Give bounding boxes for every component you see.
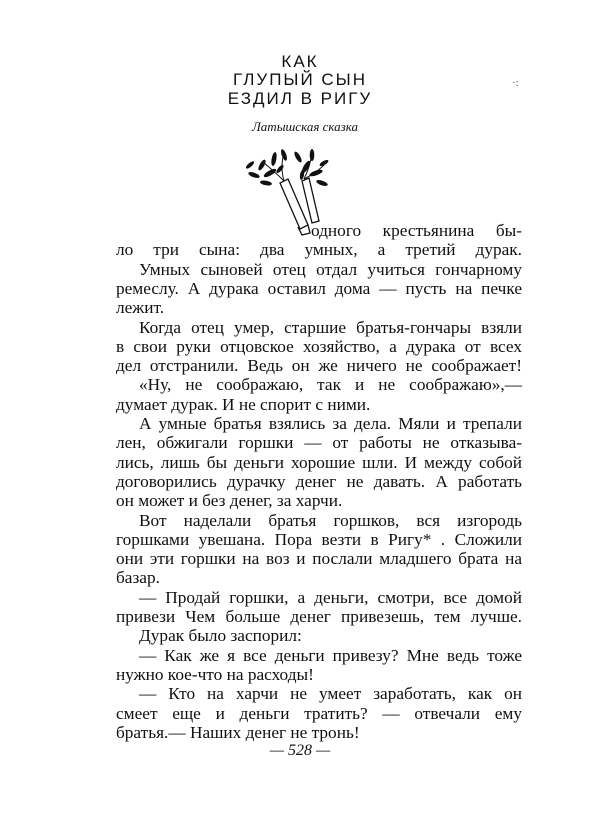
text-line-2: ло три сына: два умных, а третий дурак.	[116, 240, 522, 260]
subtitle: Латышская сказка	[252, 119, 358, 134]
print-speck: ·:	[512, 77, 519, 89]
text-line-8: дел отстранили. Ведь он же ничего не соображает!	[116, 356, 522, 376]
text-line-11: А умные братья взялись за дела. Мяли и трепали	[139, 414, 522, 433]
text-line-3: Умных сыновей отец отдал учиться гончарному	[139, 259, 522, 279]
text-line-25: — Кто на харчи не умеет заработать, как он	[139, 684, 522, 704]
text-line-7: в свои руки отцовское хозяйство, а дурака от всех	[116, 336, 522, 356]
text-line-16: Вот наделали братья горшков, вся изгородь	[139, 510, 522, 530]
text-line-27: братья.— Наших денег не тронь!	[116, 722, 360, 742]
title-line-1: КАК	[281, 52, 319, 71]
text-line-1: одного крестьянина бы-	[311, 221, 522, 240]
text-line-21: привези Чем больше денег привезешь, тем лучше.	[116, 607, 522, 626]
text-line-23: — Как же я все деньги привезу? Мне ведь тоже	[139, 645, 522, 665]
text-line-4: ремеслу. А дурака оставил дома — пусть на печке	[116, 278, 522, 298]
text-line-18: они эти горшки на воз и послали младшего брата на	[116, 549, 522, 569]
text-line-15: он может и без денег, за харчи.	[116, 491, 343, 511]
text-line-26: смеет еще и деньги тратить? — отвечали ему	[116, 703, 522, 723]
text-line-24: нужно кое-что на расходы!	[116, 664, 314, 684]
text-line-12: лен, обжигали горшки — от работы не отказыва-	[116, 433, 522, 453]
text-line-9: «Ну, не соображаю, так и не соображаю»,—	[139, 375, 522, 395]
page-number: — 528 —	[269, 742, 331, 759]
text-line-6: Когда отец умер, старшие братья-гончары взяли	[139, 317, 522, 337]
text-line-10: думает дурак. И не спорит с ними.	[116, 394, 371, 414]
text-line-19: базар.	[116, 568, 160, 588]
text-line-17: горшками увешана. Пора везти в Ригу* . Сложили	[116, 529, 522, 549]
text-line-14: договорились дурачку денег не давать. А работать	[116, 471, 522, 491]
text-line-13: лись, лишь бы деньги хорошие шли. И между собой	[116, 452, 522, 472]
text-line-20: — Продай горшки, а деньги, смотри, все домой	[139, 587, 522, 607]
title-line-3: ЕЗДИЛ В РИГУ	[227, 89, 373, 108]
title-line-2: ГЛУПЫЙ СЫН	[232, 70, 368, 89]
text-line-5: лежит.	[116, 298, 165, 318]
text-line-22: Дурак было заспорил:	[139, 626, 302, 646]
